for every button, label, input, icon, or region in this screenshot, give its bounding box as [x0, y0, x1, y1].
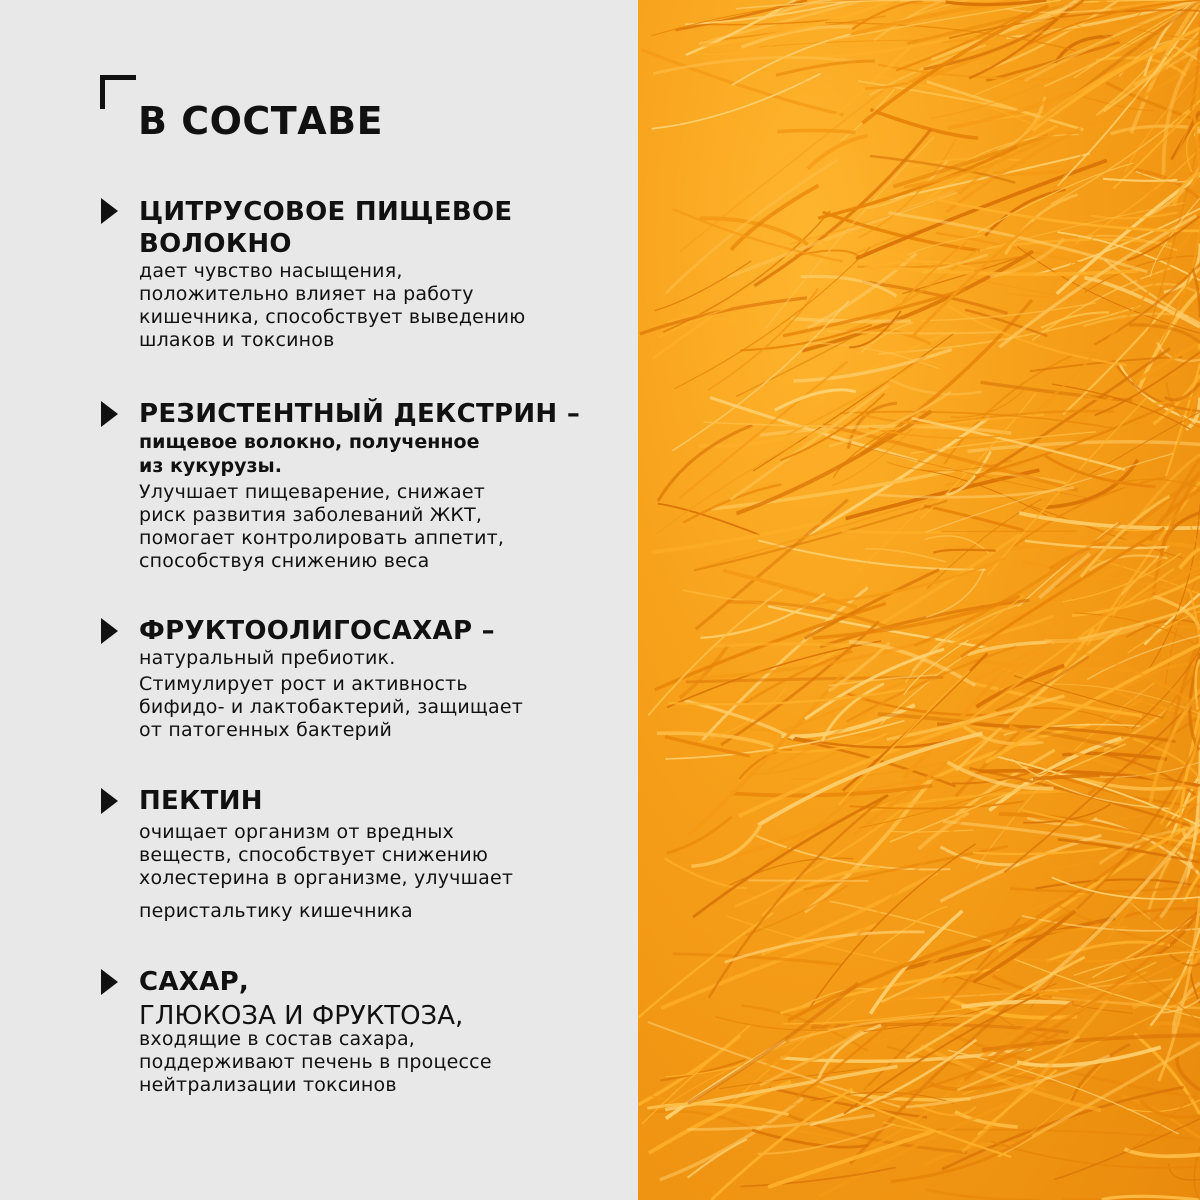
fiber-strand: [933, 550, 995, 553]
fiber-strand: [808, 136, 868, 169]
fiber-strand: [709, 797, 886, 998]
fiber-strand: [1141, 1101, 1200, 1117]
bullet-triangle-icon: [101, 198, 118, 224]
bullet-triangle-icon: [101, 788, 118, 814]
ingredient-description: Стимулирует рост и активность: [139, 673, 468, 695]
fiber-strand: [858, 818, 964, 936]
ingredient-description: перистальтику кишечника: [139, 900, 413, 922]
corner-bracket-icon: [100, 75, 136, 109]
ingredient-description: кишечника, способствует выведению: [139, 306, 526, 328]
bullet-triangle-icon: [101, 618, 118, 644]
ingredient-description: очищает организм от вредных: [139, 821, 454, 843]
ingredient-heading: ФРУКТООЛИГОСАХАР –: [139, 616, 495, 646]
fiber-strand: [694, 501, 947, 571]
fiber-strand: [667, 817, 732, 853]
ingredient-description: риск развития заболеваний ЖКТ,: [139, 504, 483, 526]
fiber-strand: [1124, 1149, 1200, 1156]
fiber-strand: [776, 61, 875, 75]
fiber-strand: [777, 130, 855, 132]
fiber-strand: [655, 261, 752, 311]
fiber-strand: [820, 1103, 1009, 1196]
fiber-strand: [1127, 1091, 1200, 1153]
ingredient-heading: ПЕКТИН: [139, 786, 263, 816]
fiber-strand: [889, 379, 982, 394]
ingredient-description: дает чувство насыщения,: [139, 260, 403, 282]
ingredient-heading-secondary: ГЛЮКОЗА И ФРУКТОЗА,: [139, 1001, 464, 1031]
ingredient-heading: РЕЗИСТЕНТНЫЙ ДЕКСТРИН –: [139, 399, 581, 429]
fiber-strand: [638, 1035, 740, 1105]
fiber-texture: [638, 0, 1200, 1200]
citrus-fiber-photo: [638, 0, 1200, 1200]
bullet-triangle-icon: [101, 401, 118, 427]
fiber-strand: [1063, 268, 1200, 414]
fiber-strand: [680, 90, 883, 251]
fiber-strand: [940, 847, 1019, 865]
ingredient-description: шлаков и токсинов: [139, 329, 335, 351]
ingredient-description: бифидо- и лактобактерий, защищает: [139, 696, 523, 718]
ingredient-description: положительно влияет на работу: [139, 283, 474, 305]
fiber-strand: [1041, 312, 1109, 327]
ingredient-heading: ЦИТРУСОВОЕ ПИЩЕВОЕ: [139, 197, 513, 227]
fiber-strand: [924, 506, 1023, 530]
ingredient-description: от патогенных бактерий: [139, 719, 393, 741]
ingredient-lead: натуральный пребиотик.: [139, 647, 396, 669]
fiber-strand: [1033, 775, 1100, 779]
ingredient-description: входящие в состав сахара,: [139, 1028, 416, 1050]
fiber-strand: [1180, 550, 1200, 569]
fiber-strand: [968, 442, 1200, 452]
fiber-strand: [703, 422, 836, 426]
fiber-strand: [648, 590, 782, 716]
fiber-strand: [727, 192, 956, 277]
fiber-strand: [688, 1139, 747, 1177]
fiber-strand: [1030, 357, 1182, 371]
fiber-strand: [808, 417, 989, 534]
ingredient-description: нейтрализации токсинов: [139, 1074, 397, 1096]
fiber-strand: [1137, 86, 1200, 206]
fiber-strand: [890, 830, 974, 832]
bullet-triangle-icon: [101, 969, 118, 995]
fiber-strand: [673, 209, 843, 262]
ingredient-heading: САХАР,: [139, 967, 250, 997]
fiber-strand: [865, 549, 946, 562]
fiber-strand: [716, 644, 850, 646]
fiber-strand: [658, 425, 752, 501]
ingredient-description: помогает контролировать аппетит,: [139, 527, 505, 549]
fiber-strand: [926, 1189, 1039, 1200]
page-title: В СОСТАВЕ: [138, 99, 384, 143]
fiber-strand: [688, 675, 841, 836]
fiber-strand: [673, 954, 841, 965]
ingredient-heading: ВОЛОКНО: [139, 229, 292, 259]
ingredient-subheading: пищевое волокно, полученное: [139, 431, 480, 453]
fiber-strand: [638, 913, 773, 1018]
ingredient-description: способствуя снижению веса: [139, 550, 430, 572]
fiber-strand: [666, 160, 838, 294]
ingredient-subheading: из кукурузы.: [139, 455, 282, 477]
fiber-strand: [736, 328, 870, 396]
ingredient-description: поддерживают печень в процессе: [139, 1051, 492, 1073]
fiber-strand: [1047, 957, 1193, 1027]
fiber-strand: [775, 390, 856, 410]
fiber-strand: [761, 872, 937, 954]
ingredient-description: холестерина в организме, улучшает: [139, 867, 514, 889]
ingredient-description: веществ, способствует снижению: [139, 844, 489, 866]
ingredient-description: Улучшает пищеварение, снижает: [139, 481, 486, 503]
